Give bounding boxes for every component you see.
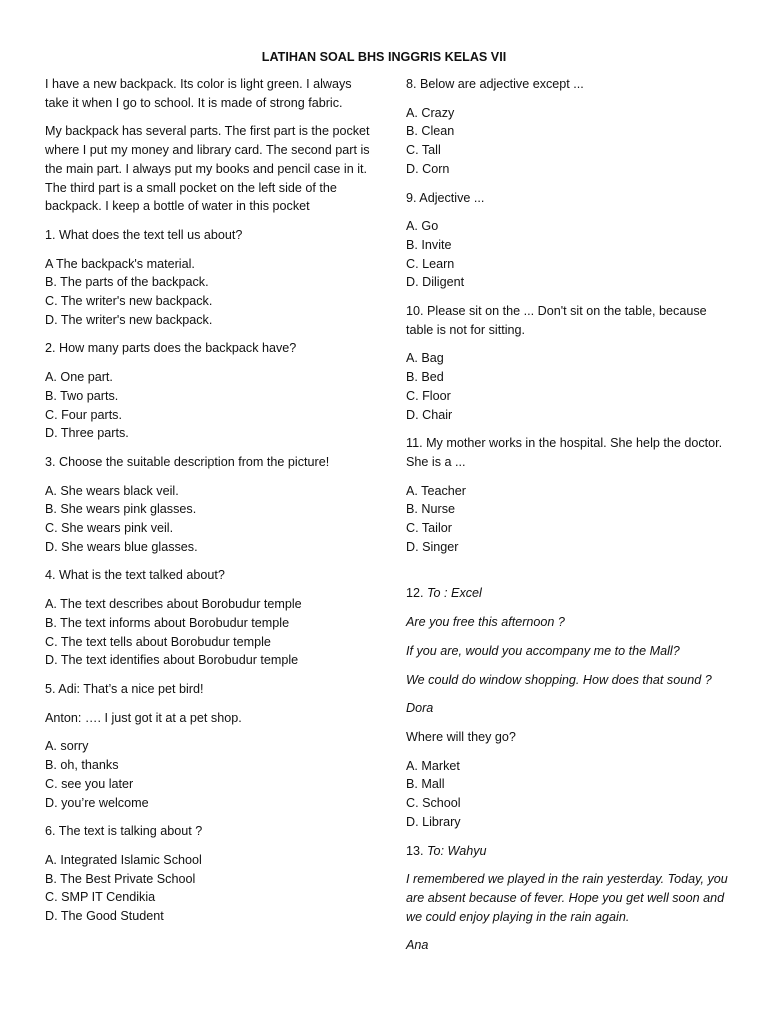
option: B. Nurse	[406, 502, 455, 517]
option: A. Teacher	[406, 483, 466, 498]
option: C. The writer's new backpack.	[45, 294, 213, 309]
question-1: 1. What does the text tell us about?	[45, 227, 243, 242]
right-column	[406, 75, 728, 965]
question-11-options	[406, 482, 728, 557]
letter-line: I remembered we played in the rain yesterday. Today, you are absent because of fever. Hope you get well soon and we could enjoy playing in the rain again.	[406, 872, 728, 924]
option: B. Invite	[406, 237, 452, 252]
option: D. Library	[406, 814, 461, 829]
letter-signature: Dora	[406, 701, 434, 716]
question-4: 4. What is the text talked about?	[45, 568, 225, 583]
question-8: 8. Below are adjective except ...	[406, 77, 584, 91]
option: B. The Best Private School	[45, 871, 196, 886]
letter-line: We could do window shopping. How does that sound ?	[406, 672, 712, 687]
passage-paragraph: I have a new backpack. Its color is light green. I always take it when I go to school. It is made of strong fabric.	[45, 77, 352, 110]
option: B. Mall	[406, 777, 445, 792]
option: B. Clean	[406, 124, 455, 139]
option: C. She wears pink veil.	[45, 521, 174, 536]
question-6-options	[45, 851, 373, 926]
question-5-line-1: 5. Adi: That’s a nice pet bird!	[45, 681, 204, 696]
spacer	[406, 566, 728, 584]
question-number: 12.	[406, 586, 424, 601]
option: B. She wears pink glasses.	[45, 502, 197, 517]
document-title: LATIHAN SOAL BHS INGGRIS KELAS VII	[261, 50, 507, 64]
option: B. The parts of the backpack.	[45, 275, 209, 290]
option: C. Tailor	[406, 521, 452, 536]
option: D. Chair	[406, 407, 453, 422]
option: D. The Good Student	[45, 909, 164, 924]
passage-paragraph: My backpack has several parts. The first part is the pocket where I put my money and library card. The second part is the main part. I always put my books and pencil case in it. The third part is a small pocket on the left side of the backpack. I keep a bottle of water in this pocket	[45, 124, 370, 214]
question-12: Where will they go?	[406, 729, 516, 744]
question-10: 10. Please sit on the ... Don't sit on the table, because table is not for sitting.	[406, 304, 707, 337]
option: A. sorry	[45, 739, 89, 754]
option: A. Go	[406, 219, 439, 234]
option: C. Learn	[406, 256, 455, 271]
option: B. Bed	[406, 370, 444, 385]
option: C. Floor	[406, 388, 451, 403]
option: A. Market	[406, 758, 460, 773]
option: D. Corn	[406, 161, 450, 176]
option: A. Crazy	[406, 105, 455, 120]
option: D. Diligent	[406, 275, 465, 290]
question-9-options	[406, 217, 728, 292]
question-10-options	[406, 349, 728, 424]
question-5-line-2: Anton: …. I just got it at a pet shop.	[45, 710, 242, 725]
option: D. Three parts.	[45, 426, 129, 441]
option: B. Two parts.	[45, 388, 119, 403]
letter-recipient: To: Wahyu	[427, 843, 487, 858]
question-11: 11. My mother works in the hospital. She help the doctor. She is a ...	[406, 436, 723, 469]
option: A. She wears black veil.	[45, 483, 179, 498]
question-12-header	[406, 584, 728, 603]
question-9: 9. Adjective ...	[406, 190, 485, 205]
option: A. One part.	[45, 370, 113, 385]
option: D. The writer's new backpack.	[45, 312, 213, 327]
letter-line: Are you free this afternoon ?	[406, 615, 565, 630]
option: A. The text describes about Borobudur temple	[45, 597, 302, 612]
option: A The backpack's material.	[45, 256, 195, 271]
question-2-options	[45, 368, 373, 443]
question-number: 13.	[406, 843, 424, 858]
question-3-options	[45, 482, 373, 557]
option: D. Singer	[406, 539, 459, 554]
option: C. The text tells about Borobudur temple	[45, 634, 271, 649]
option: C. see you later	[45, 776, 134, 791]
question-2: 2. How many parts does the backpack have?	[45, 341, 297, 356]
option: C. Tall	[406, 143, 441, 158]
letter-recipient: To : Excel	[427, 586, 482, 601]
option: A. Integrated Islamic School	[45, 852, 202, 867]
option: A. Bag	[406, 351, 444, 366]
option: B. oh, thanks	[45, 758, 119, 773]
option: C. Four parts.	[45, 407, 122, 422]
question-3: 3. Choose the suitable description from the picture!	[45, 454, 330, 469]
option: C. School	[406, 796, 461, 811]
option: D. She wears blue glasses.	[45, 539, 198, 554]
option: D. you’re welcome	[45, 795, 149, 810]
left-column	[45, 75, 373, 936]
option: B. The text informs about Borobudur temple	[45, 615, 290, 630]
question-8-options	[406, 104, 728, 179]
option: D. The text identifies about Borobudur temple	[45, 653, 299, 668]
question-12-options	[406, 757, 728, 832]
question-6: 6. The text is talking about ?	[45, 824, 203, 839]
option: C. SMP IT Cendikia	[45, 890, 156, 905]
question-4-options	[45, 595, 373, 670]
letter-signature: Ana	[406, 938, 429, 953]
question-5-options	[45, 737, 373, 812]
question-1-options	[45, 255, 373, 330]
letter-line: If you are, would you accompany me to the Mall?	[406, 643, 680, 658]
question-13-header	[406, 842, 728, 861]
